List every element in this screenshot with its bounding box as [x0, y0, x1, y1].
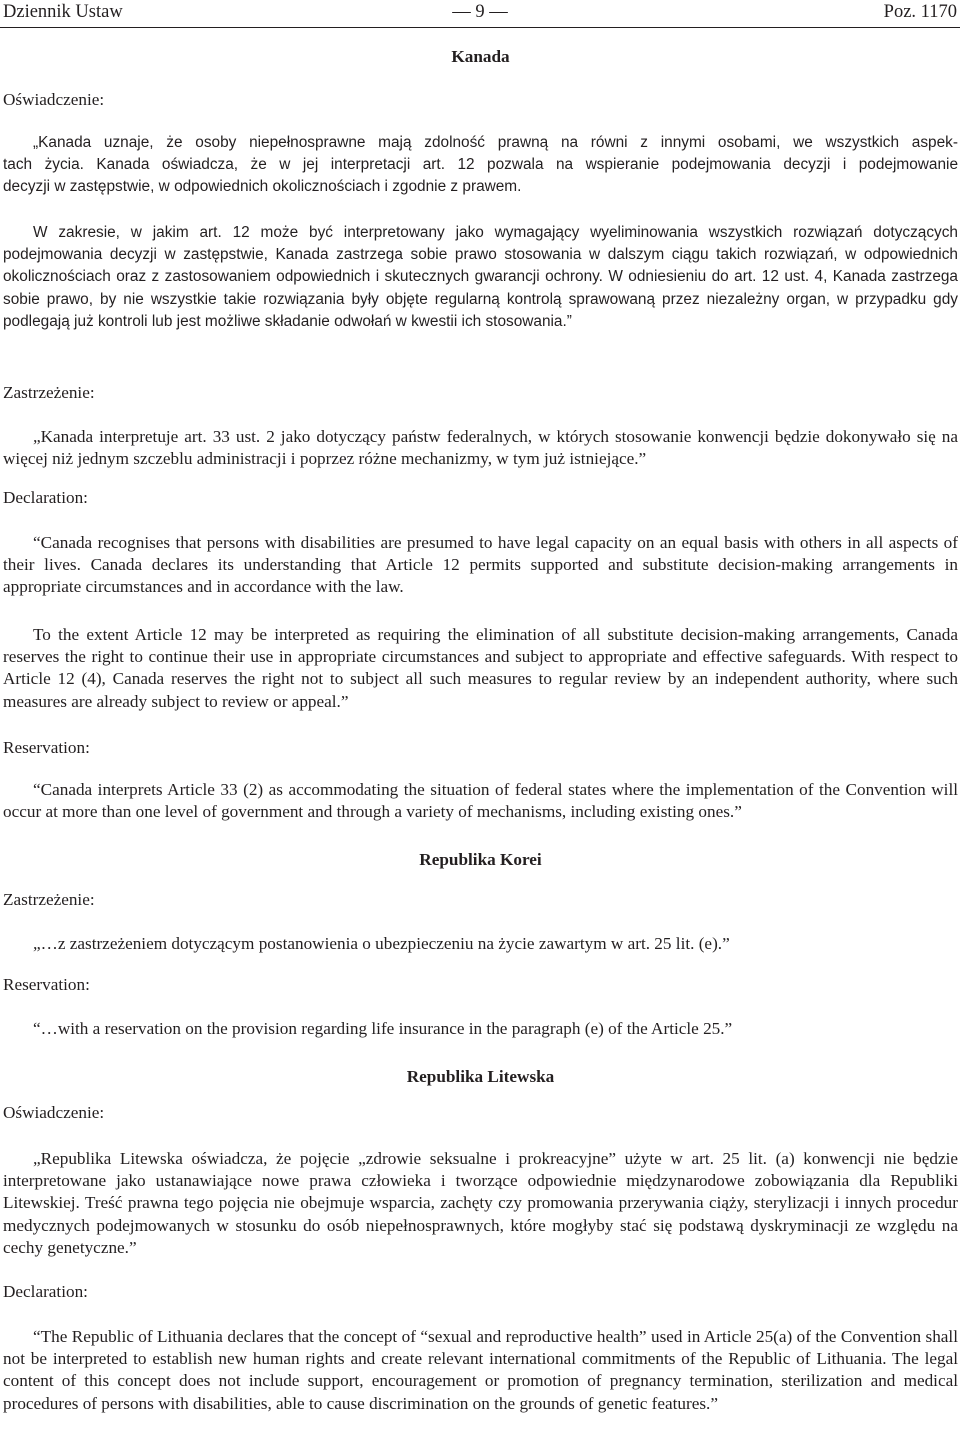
- section-heading-canada: Kanada: [451, 47, 510, 66]
- page-header: [0, 0, 960, 28]
- canada-declaration-en-2: To the extent Article 12 may be interpreted as requiring the elimination of all substitute decision-making arrangements, Canada reserves the right to continue their use in appropriate circumstances and subject to appropriate and effective safeguards. With respect to Article 12 (4), Canada reserves the right not to subject all such measures to regular review by an independent authority, where such measures are already subject to review or appeal.”: [3, 625, 958, 711]
- label-zastrzezenie: Zastrzeżenie:: [3, 383, 95, 402]
- label-oswiadczenie-lithuania: Oświadczenie:: [3, 1103, 105, 1122]
- section-heading-korea: Republika Korei: [419, 850, 542, 869]
- label-declaration-lithuania: Declaration:: [3, 1282, 88, 1301]
- canada-reservation-pl: „Kanada interpretuje art. 33 ust. 2 jako dotyczący państw federalnych, w których stosowanie konwencji będzie dokonywało się na więcej niż jednym szczeblu administracji i poprzez różne mechanizmy, w tym już istniejące.”: [3, 427, 958, 469]
- lithuania-declaration-en: “The Republic of Lithuania declares that the concept of “sexual and reproductive health” used in Article 25(a) of the Convention shall not be interpreted to establish new human rights and create relevant international commitments of the Republic of Lithuania. The legal content of this concept does not include support, encouragement or promotion of pregnancy termination, sterilization and medical procedures of persons with disabilities, able to cause discrimination on the grounds of genetic features.”: [3, 1327, 958, 1413]
- journal-title: Dziennik Ustaw: [3, 2, 123, 22]
- label-reservation: Reservation:: [3, 738, 90, 757]
- page-number: — 9 —: [452, 2, 508, 22]
- header-rule: [0, 27, 960, 28]
- lithuania-declaration-pl: „Republika Litewska oświadcza, że pojęcie „zdrowie seksualne i prokreacyjne” użyte w art. 25 lit. (a) konwencji nie będzie interpretowane jako ustanawiające nowe prawa człowieka i tworzące odpowiednie międzynarodowe zobowiązania dla Republiki Litewskiej. Treść prawna tego pojęcia nie obejmuje wsparcia, zachęty czy promowania przerywania ciąży, sterylizacji i innych procedur medycznych podejmowanych w stosunku do osób niepełnosprawnych, które mogłyby stać się podstawą dyskryminacji ze względu na cechy genetyczne.”: [3, 1149, 958, 1257]
- korea-reservation-pl: „…z zastrzeżeniem dotyczącym postanowienia o ubezpieczeniu na życie zawartym w art. 25 lit. (e).”: [33, 934, 730, 953]
- label-reservation-korea: Reservation:: [3, 975, 90, 994]
- canada-statement-pl-line1: „Kanada uznaje, że osoby niepełnosprawne mają zdolność prawną na równi z innymi osobami, we wszystkich aspek-: [33, 134, 958, 151]
- section-heading-lithuania: Republika Litewska: [406, 1067, 555, 1086]
- canada-statement-pl-line3: decyzji w zastępstwie, w odpowiednich okolicznościach i zgodnie z prawem.: [3, 178, 522, 196]
- canada-statement-pl-line2: tach życia. Kanada oświadcza, że w jej interpretacji art. 12 pozwala na wspieranie podejmowania decyzji i podejmowanie: [3, 156, 958, 174]
- canada-reservation-en: “Canada interprets Article 33 (2) as accommodating the situation of federal states where the implementation of the Convention will occur at more than one level of government and through a variety of mechanisms, including existing ones.”: [3, 780, 958, 822]
- korea-reservation-en: “…with a reservation on the provision regarding life insurance in the paragraph (e) of the Article 25.”: [33, 1019, 733, 1038]
- label-declaration: Declaration:: [3, 488, 88, 507]
- canada-statement-pl: [3, 132, 958, 199]
- canada-declaration-en-1: “Canada recognises that persons with disabilities are presumed to have legal capacity on an equal basis with others in all aspects of their lives. Canada declares its understanding that Article 12 permits supported and substitute decision-making arrangements in appropriate circumstances and in accordance with the law.: [3, 533, 958, 597]
- label-oswiadczenie: Oświadczenie:: [3, 90, 105, 109]
- label-zastrzezenie-korea: Zastrzeżenie:: [3, 890, 95, 909]
- canada-statement-pl-reserve: W zakresie, w jakim art. 12 może być interpretowany jako wymagający wyeliminowania wszystkich rozwiązań dotyczących podejmowania decyzji w zastępstwie, Kanada zastrzega sobie prawo stosowania w dalszym ciągu takich rozwiązań, w odpowiednich okolicznościach oraz z zastosowaniem odpowiednich i skutecznych gwarancji ochrony. W odniesieniu do art. 12 ust. 4, Kanada zastrzega sobie prawo, by nie wszystkie takie rozwiązania były objęte regularną kontrolą sprawowaną przez niezależny organ, w przypadku gdy podlegają już kontroli lub jest możliwe składanie odwołań w kwestii ich stosowania.”: [3, 224, 958, 330]
- position-number: Poz. 1170: [883, 2, 957, 22]
